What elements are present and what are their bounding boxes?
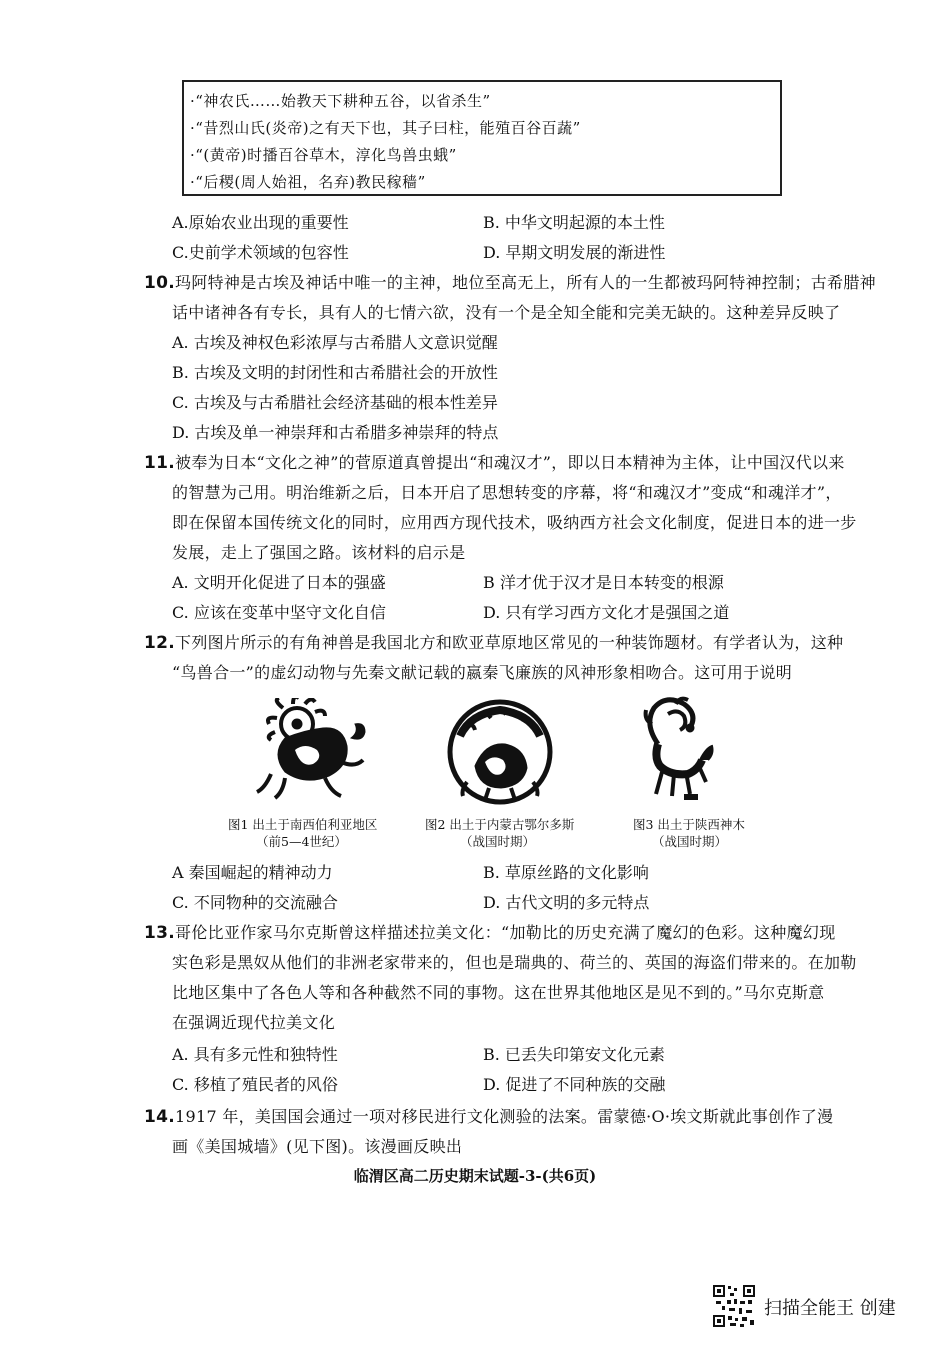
q11-option-a: A. 文明开化促进了日本的强盛 [172,573,386,592]
q11-stem-line: 即在保留本国传统文化的同时，应用西方现代技术，吸纳西方社会文化制度，促进日本的进一步 [172,513,857,532]
quote-line: ·“神农氏……始教天下耕种五谷，以省杀生” [190,92,491,110]
q13-stem-line: 实色彩是黑奴从他们的非洲老家带来的，但也是瑞典的、荷兰的、英国的海盗们带来的。在加勒 [172,953,857,972]
watermark-text: 扫描全能王 创建 [764,1298,896,1319]
q14-stem-line: 画《美国城墙》(见下图)。该漫画反映出 [172,1137,463,1156]
q12-stem-line: “鸟兽合一”的虚幻动物与先秦文献记载的嬴秦飞廉族的风神形象相吻合。这可用于说明 [172,663,793,682]
q13-option-c: C. 移植了殖民者的风俗 [172,1075,338,1094]
q12-option-d: D. 古代文明的多元特点 [483,893,650,912]
q13-option-d: D. 促进了不同种族的交融 [483,1075,666,1094]
question-number: 10. [144,273,176,293]
q9-option-d: D. 早期文明发展的渐进性 [483,243,666,262]
qr-code-icon [712,1284,756,1328]
q11-option-c: C. 应该在变革中坚守文化自信 [172,603,386,622]
q11-option-b: B 洋才优于汉才是日本转变的根源 [483,573,724,592]
q9-option-c: C.史前学术领域的包容性 [172,243,349,262]
q13-stem-line: 在强调近现代拉美文化 [172,1013,336,1032]
q11-stem-line: 发展，走上了强国之路。该材料的启示是 [172,543,466,562]
q13-option-a: A. 具有多元性和独特性 [172,1045,338,1064]
q10-stem-line: 话中诸神各有专长，具有人的七情六欲，没有一个是全知全能和完美无缺的。这种差异反映了 [172,303,841,322]
q12-option-c: C. 不同物种的交流融合 [172,893,338,912]
q12-stem-line: 12.下列图片所示的有角神兽是我国北方和欧亚草原地区常见的一种装饰题材。有学者认为，这种 [144,633,844,653]
q13-option-b: B. 已丢失印第安文化元素 [483,1045,665,1064]
q9-option-b: B. 中华文明起源的本土性 [483,213,665,232]
q12-option-b: B. 草原丝路的文化影响 [483,863,649,882]
q13-stem-line: 比地区集中了各色人等和各种截然不同的事物。这在世界其他地区是见不到的。”马尔克斯意 [172,983,825,1002]
scanner-watermark [712,1284,932,1328]
quote-line: ·“后稷(周人始祖，名弃)教民稼穑” [190,173,426,191]
q10-option-c: C. 古埃及与古希腊社会经济基础的根本性差异 [172,393,498,412]
question-number: 13. [144,923,176,943]
question-number: 14. [144,1107,176,1127]
figure-1-subcaption: （前5—4世纪） [256,834,347,849]
figure-1-caption: 图1 出土于南西伯利亚地区 [228,817,378,832]
q9-option-a: A.原始农业出现的重要性 [172,213,349,232]
question-number: 12. [144,633,176,653]
figure-3-caption: 图3 出土于陕西神木 [633,817,745,832]
q10-option-a: A. 古埃及神权色彩浓厚与古希腊人文意识觉醒 [172,333,498,352]
quote-line: ·“昔烈山氏(炎帝)之有天下也，其子曰柱，能殖百谷百蔬” [190,119,581,137]
q11-stem-line: 11.被奉为日本“文化之神”的菅原道真曾提出“和魂汉才”，即以日本精神为主体，让中国汉代以来 [144,453,845,473]
question-number: 11. [144,453,176,473]
q11-stem-line: 的智慧为己用。明治维新之后，日本开启了思想转变的序幕，将“和魂汉才”变成“和魂洋才”， [172,483,842,502]
page-footer: 临渭区高二历史期末试题-3-(共6页) [353,1167,597,1185]
figure-3-horned-beast [628,694,718,806]
q11-option-d: D. 只有学习西方文化才是强国之道 [483,603,730,622]
q13-stem-line: 13.哥伦比亚作家马尔克斯曾这样描述拉美文化：“加勒比的历史充满了魔幻的色彩。这种魔幻现 [144,923,836,943]
figure-2-caption: 图2 出土于内蒙古鄂尔多斯 [425,817,575,832]
quote-line: ·“(黄帝)时播百谷草木，淳化鸟兽虫蛾” [190,146,457,164]
q14-stem-line: 14.1917 年，美国国会通过一项对移民进行文化测验的法案。雷蒙德·O·埃文斯就此事创作了漫 [144,1107,834,1127]
figure-2-horned-beast [445,696,555,806]
figure-2-subcaption: （战国时期） [460,834,536,849]
q10-option-d: D. 古埃及单一神崇拜和古希腊多神崇拜的特点 [172,423,499,442]
quote-box [182,80,782,196]
q10-option-b: B. 古埃及文明的封闭性和古希腊社会的开放性 [172,363,498,382]
q10-stem-line: 10.玛阿特神是古埃及神话中唯一的主神，地位至高无上，所有人的一生都被玛阿特神控制；古希腊神 [144,273,876,293]
figure-3-subcaption: （战国时期） [652,834,728,849]
q12-option-a: A 秦国崛起的精神动力 [172,863,333,882]
figure-1-horned-beast [255,698,375,808]
